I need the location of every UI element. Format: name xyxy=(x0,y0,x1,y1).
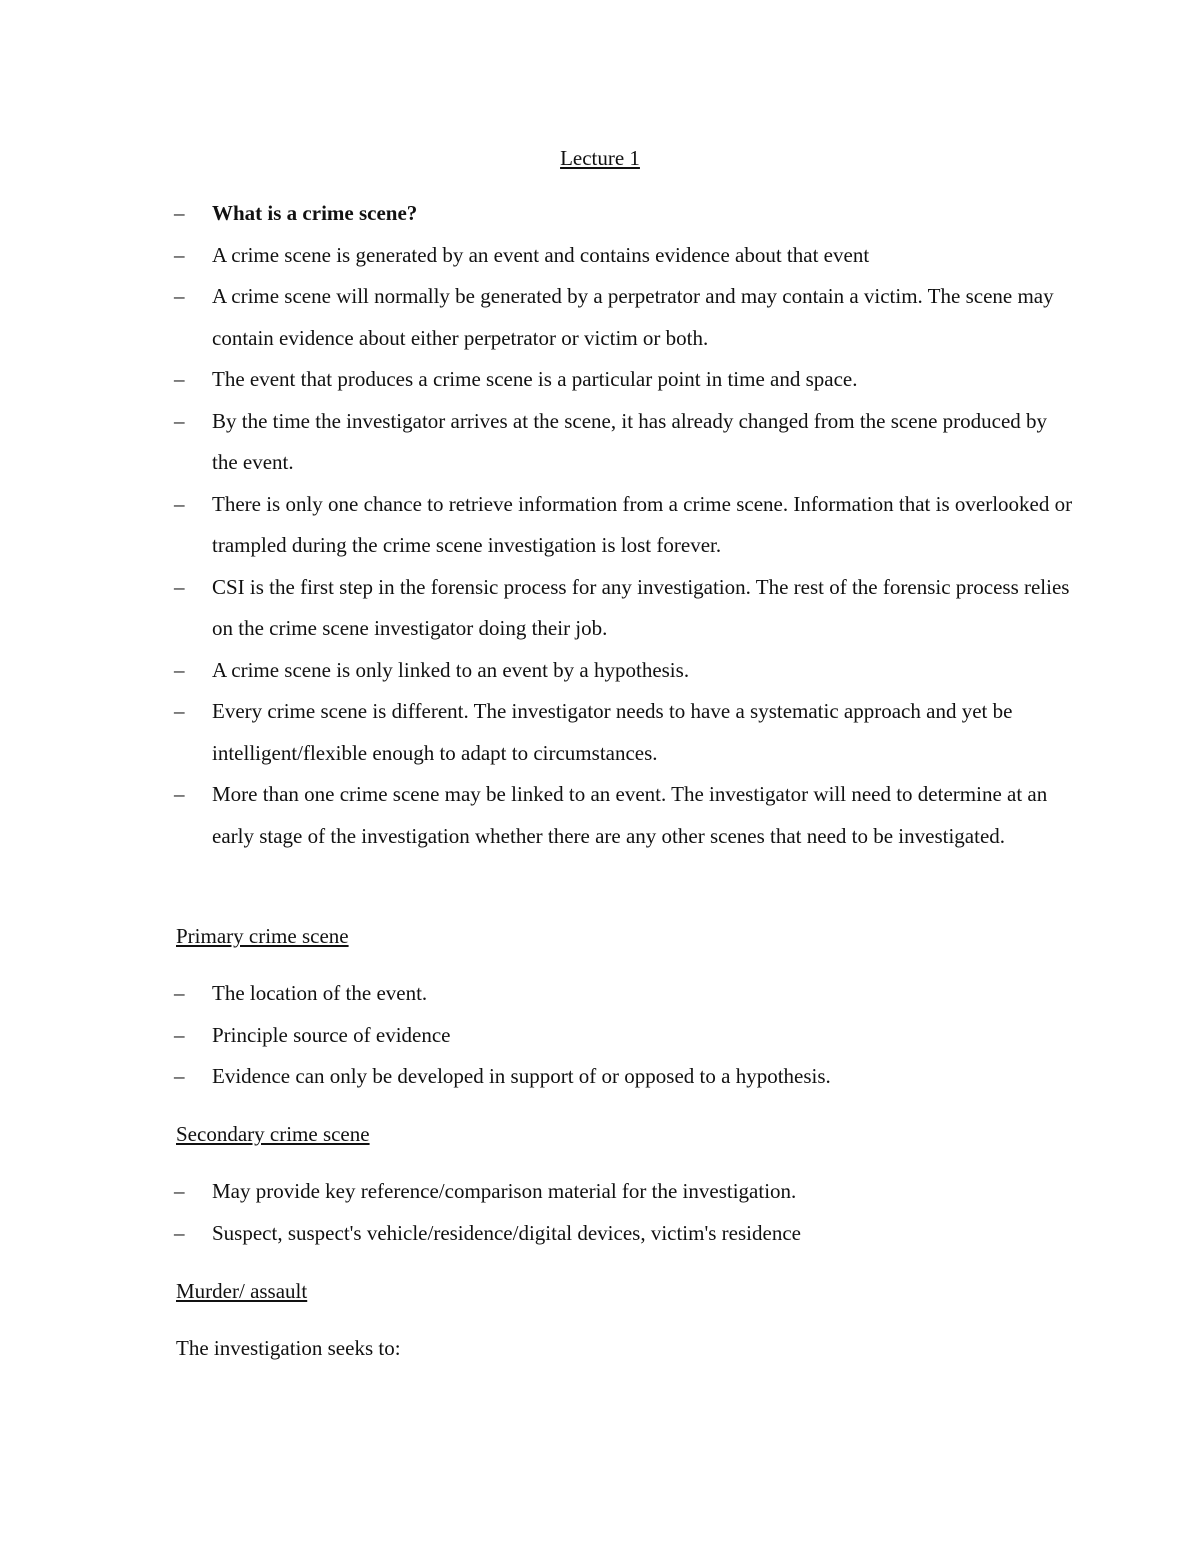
dash-bullet: – xyxy=(174,408,185,433)
list-item: – CSI is the first step in the forensic process for any investigation. The rest of the forensic process relies on the crime scene investigator doing their job. xyxy=(174,567,1074,650)
list-item: – A crime scene will normally be generated by a perpetrator and may contain a victim. The scene may contain evidence about either perpetrator or victim or both. xyxy=(174,276,1074,359)
primary-crime-scene-list xyxy=(174,973,1074,1098)
secondary-crime-scene-list xyxy=(174,1171,1074,1254)
list-item: – A crime scene is generated by an event and contains evidence about that event xyxy=(174,235,1074,277)
list-item: – By the time the investigator arrives at the scene, it has already changed from the scene produced by the event. xyxy=(174,401,1074,484)
list-item: – A crime scene is only linked to an event by a hypothesis. xyxy=(174,650,1074,692)
dash-bullet: – xyxy=(174,574,185,599)
dash-bullet: – xyxy=(174,367,185,391)
list-item: – The location of the event. xyxy=(174,973,1074,1015)
dash-bullet: – xyxy=(174,1064,185,1088)
list-item: – The event that produces a crime scene is a particular point in time and space. xyxy=(174,359,1074,401)
lecture-title: Lecture 1 xyxy=(560,146,640,170)
dash-bullet: – xyxy=(174,284,185,308)
dash-bullet: – xyxy=(174,201,185,225)
dash-bullet: – xyxy=(174,981,185,1005)
list-item: – What is a crime scene? xyxy=(174,193,1074,235)
murder-assault-heading: Murder/ assault xyxy=(176,1279,308,1303)
list-item: – More than one crime scene may be linked to an event. The investigator will need to determine at an early stage of the investigation whether there are any other scenes that need to be investigated. xyxy=(174,774,1074,857)
secondary-crime-scene-heading: Secondary crime scene xyxy=(176,1122,370,1146)
list-item: – May provide key reference/comparison material for the investigation. xyxy=(174,1171,1074,1213)
dash-bullet: – xyxy=(174,782,185,806)
crime-scene-list xyxy=(174,193,1074,857)
dash-bullet: – xyxy=(174,699,185,723)
dash-bullet: – xyxy=(174,491,185,516)
list-item: – Suspect, suspect's vehicle/residence/digital devices, victim's residence xyxy=(174,1213,1074,1255)
list-item: – Every crime scene is different. The investigator needs to have a systematic approach and yet be intelligent/flexible enough to adapt to circumstances. xyxy=(174,691,1074,774)
list-item: – Evidence can only be developed in support of or opposed to a hypothesis. xyxy=(174,1056,1074,1098)
dash-bullet: – xyxy=(174,657,185,682)
dash-bullet: – xyxy=(174,1022,185,1047)
investigation-intro-text: The investigation seeks to: xyxy=(176,1336,401,1360)
primary-crime-scene-heading: Primary crime scene xyxy=(176,924,349,948)
dash-bullet: – xyxy=(174,1220,185,1245)
dash-bullet: – xyxy=(174,242,185,267)
list-item: – Principle source of evidence xyxy=(174,1015,1074,1057)
list-item: – There is only one chance to retrieve information from a crime scene. Information that is overlooked or trampled during the crime scene investigation is lost forever. xyxy=(174,484,1074,567)
dash-bullet: – xyxy=(174,1179,185,1203)
